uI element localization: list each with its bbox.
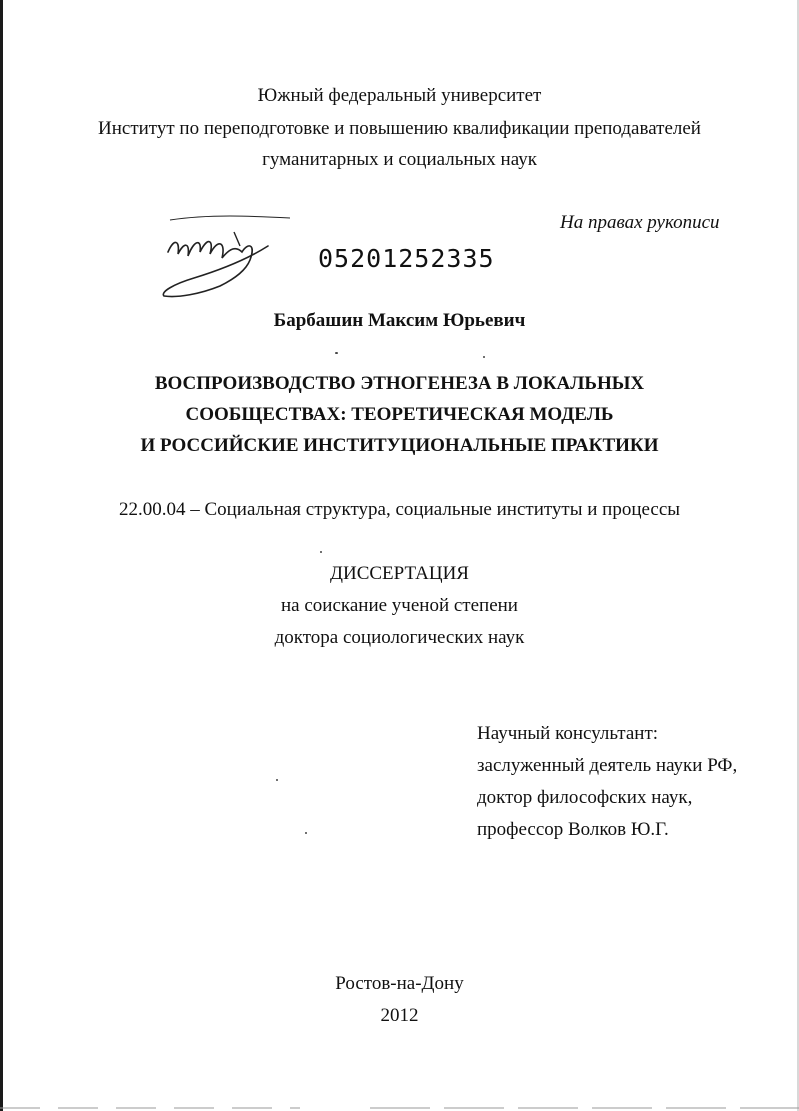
scan-speck	[305, 832, 307, 834]
document-type: ДИССЕРТАЦИЯ	[330, 563, 469, 584]
title-line-2: СООБЩЕСТВАХ: ТЕОРЕТИЧЕСКАЯ МОДЕЛЬ	[185, 404, 614, 425]
scan-speck	[276, 779, 278, 781]
scan-speck	[335, 352, 338, 354]
manuscript-note: На правах рукописи	[560, 212, 720, 233]
degree-line-2: доктора социологических наук	[274, 627, 525, 648]
year: 2012	[380, 1005, 419, 1026]
consultant-line-3: профессор Волков Ю.Г.	[477, 819, 669, 840]
consultant-label: Научный консультант:	[477, 723, 659, 744]
consultant-line-1: заслуженный деятель науки РФ,	[477, 755, 738, 776]
scan-bottom-marks	[0, 1104, 799, 1111]
consultant-line-2: доктор философских наук,	[477, 787, 693, 808]
university-name: Южный федеральный университет	[257, 85, 542, 106]
title-line-3: И РОССИЙСКИЕ ИНСТИТУЦИОНАЛЬНЫЕ ПРАКТИКИ	[140, 435, 659, 456]
institute-line-1: Институт по переподготовке и повышению квалификации преподавателей	[98, 118, 701, 139]
signature	[150, 212, 300, 302]
institute-line-2: гуманитарных и социальных наук	[262, 149, 537, 170]
scan-speck	[483, 356, 485, 358]
registration-number: 05201252335	[318, 244, 495, 273]
author-name: Барбашин Максим Юрьевич	[273, 310, 526, 331]
city: Ростов-на-Дону	[335, 973, 464, 994]
title-line-1: ВОСПРОИЗВОДСТВО ЭТНОГЕНЕЗА В ЛОКАЛЬНЫХ	[154, 373, 645, 394]
specialty: 22.00.04 – Социальная структура, социальные институты и процессы	[118, 499, 681, 520]
scan-speck	[320, 551, 322, 553]
degree-line-1: на соискание ученой степени	[281, 595, 518, 616]
